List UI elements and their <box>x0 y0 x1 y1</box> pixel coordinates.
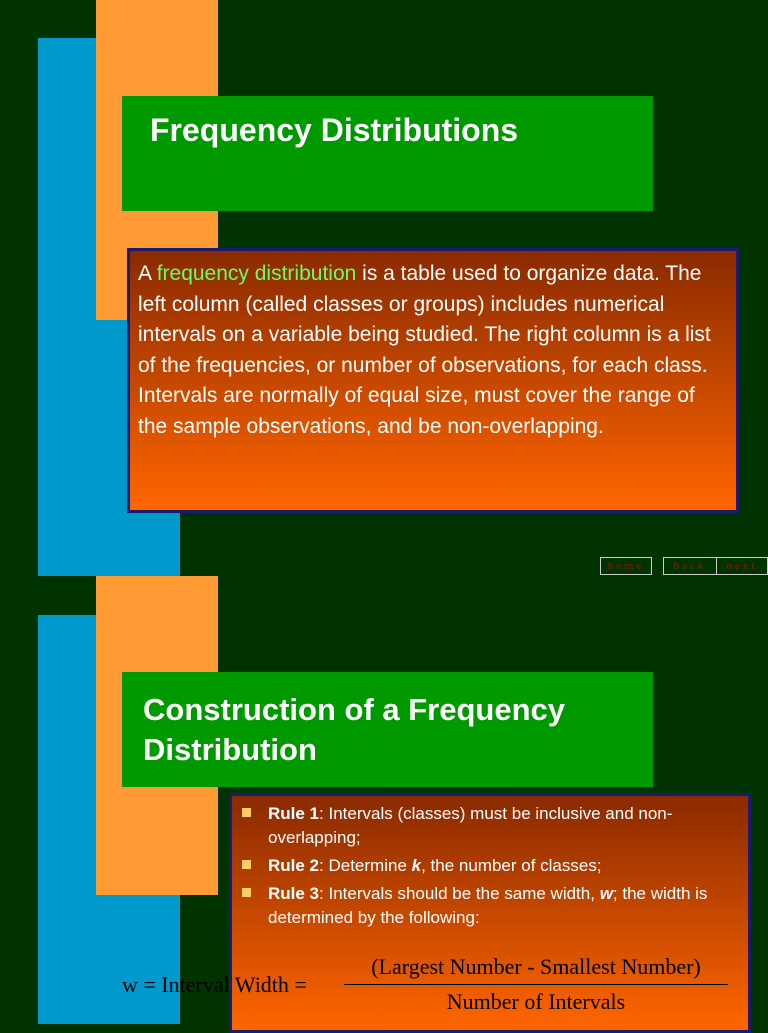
rule-text: : Intervals (classes) must be inclusive and non-overlapping; <box>268 804 673 847</box>
rule-variable: k <box>411 856 422 875</box>
formula-lhs: w = Interval Width = <box>122 972 307 997</box>
rule-text-post: ; the width is determined by the following: <box>268 884 708 927</box>
formula-numerator: (Largest Number - Smallest Number) <box>371 954 701 979</box>
rule-label: Rule 3 <box>268 884 320 903</box>
rule-text: : Intervals should be the same width, <box>319 884 600 903</box>
back-button[interactable]: back <box>663 557 717 575</box>
rule-label: Rule 2 <box>268 856 320 875</box>
rule-label: Rule 1 <box>268 804 320 823</box>
term-frequency-distribution: frequency distribution <box>156 262 357 285</box>
rule-text-post: , the number of classes; <box>421 856 602 875</box>
definition-prefix: A <box>138 262 157 285</box>
interval-width-formula <box>122 950 742 1020</box>
rule-2 <box>236 854 738 878</box>
square-bullet-icon <box>242 888 251 897</box>
slide2-title-box <box>122 672 653 787</box>
slide1-title: Frequency Distributions <box>150 112 519 148</box>
next-button[interactable]: next <box>716 557 768 575</box>
square-bullet-icon <box>242 860 251 869</box>
rule-variable: w <box>599 884 613 903</box>
formula-denominator: Number of Intervals <box>446 989 626 1014</box>
square-bullet-icon <box>242 808 251 817</box>
slide2-title: Construction of a Frequency Distribution <box>143 692 565 767</box>
formula-fraction <box>342 950 730 1019</box>
slide1-title-box <box>122 96 653 211</box>
slide1-definition-box <box>127 248 739 513</box>
rule-1 <box>236 802 738 850</box>
rule-3 <box>236 882 738 930</box>
rules-list <box>236 802 738 930</box>
definition-paragraph <box>138 259 724 442</box>
home-button[interactable]: home <box>600 557 652 575</box>
definition-text: is a table used to organize data. The left column (called classes or groups) includes numerical intervals on a variable being studied. The right column is a list of the frequencies, or number of observations, for each class. Intervals are normally of equal size, must cover the range of the sample observations, and be non-overlapping. <box>138 262 711 438</box>
rule-text: : Determine <box>319 856 412 875</box>
